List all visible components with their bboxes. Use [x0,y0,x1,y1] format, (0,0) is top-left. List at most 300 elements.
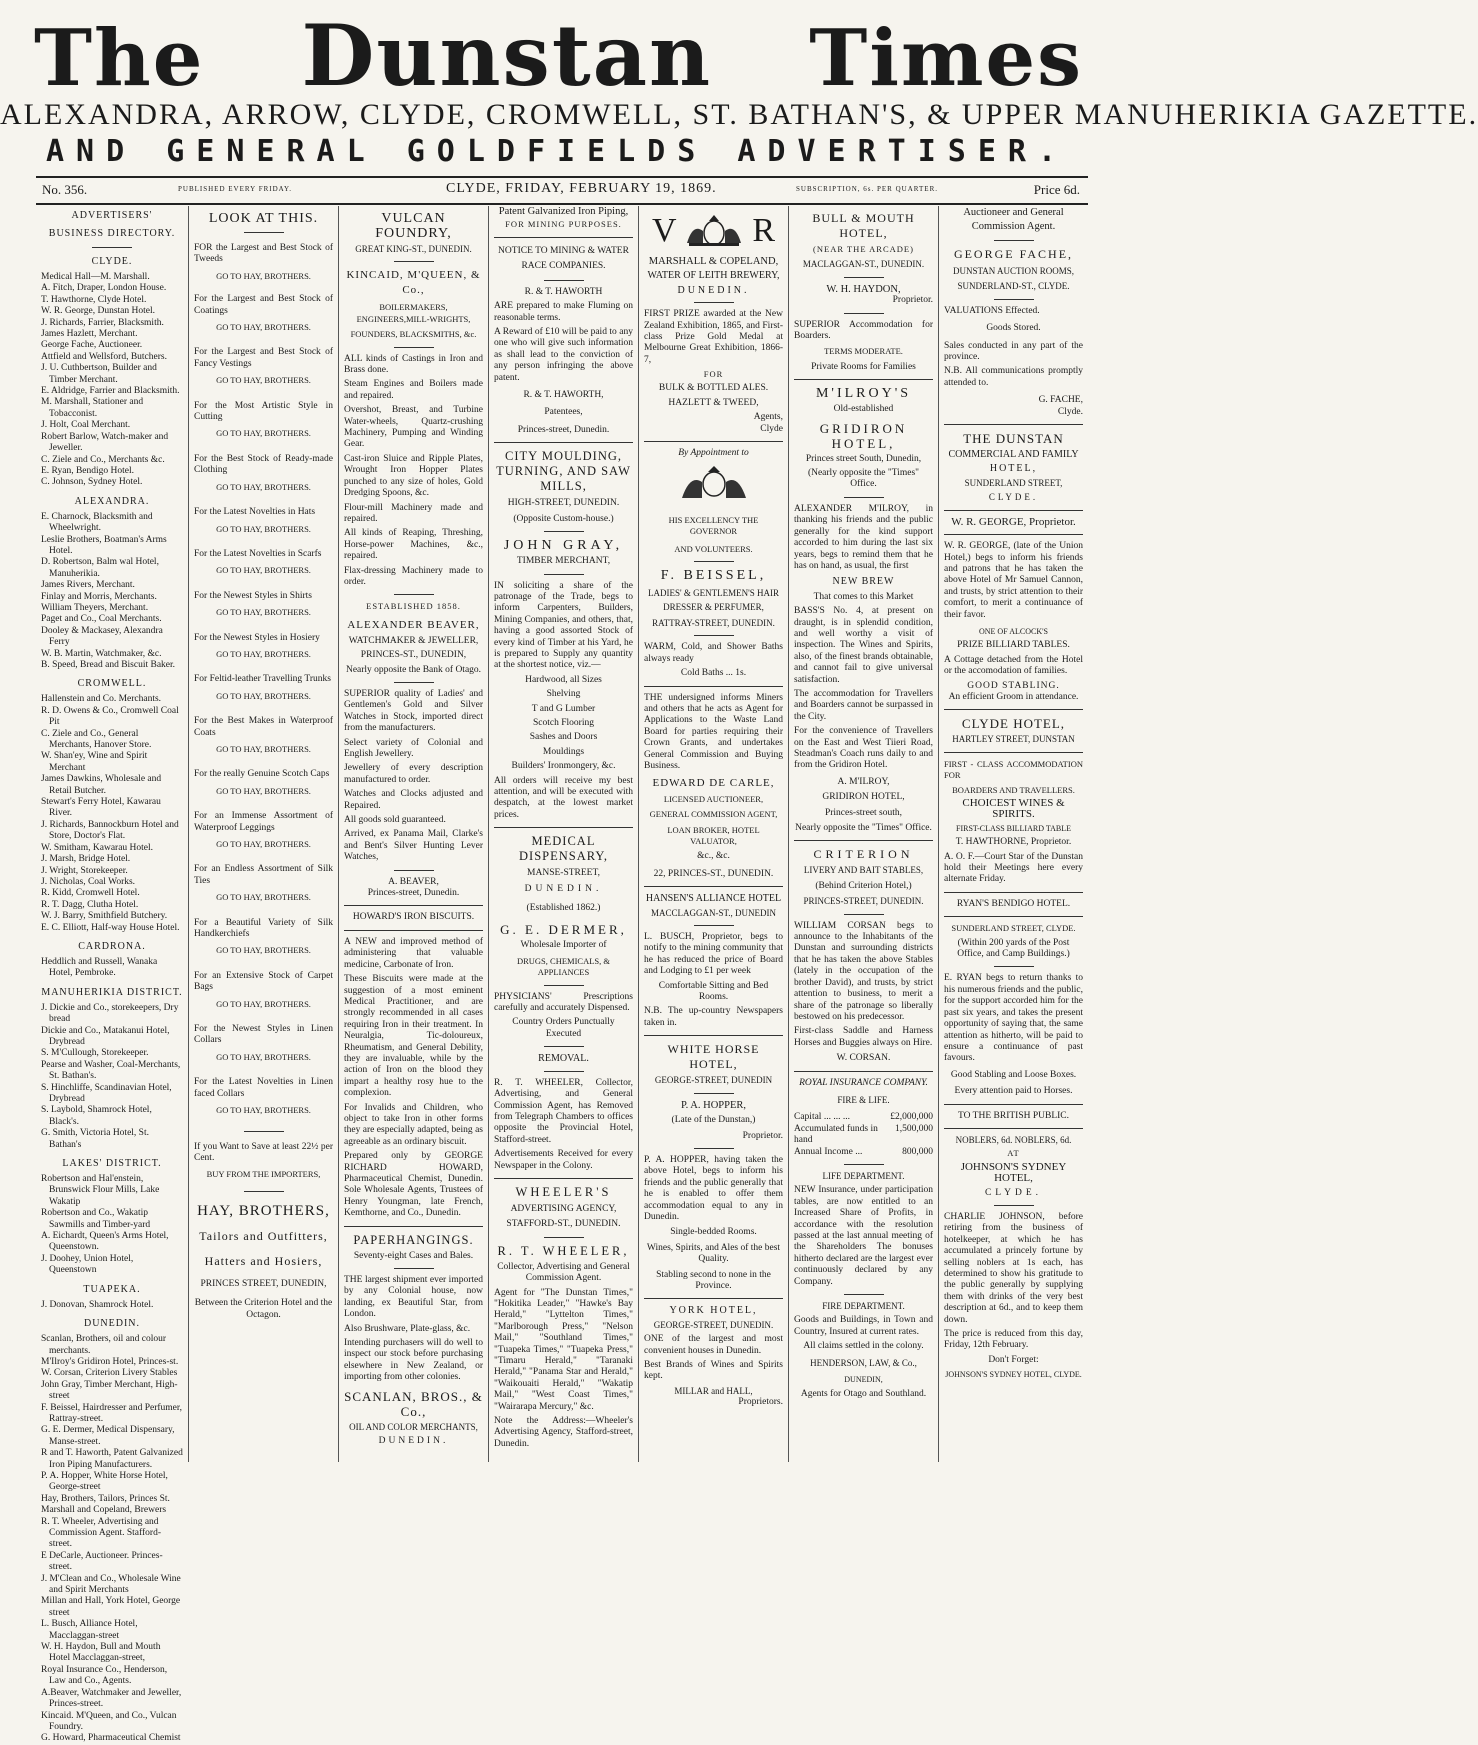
go-to-line: GO TO HAY, BROTHERS. [216,1105,311,1116]
newspaper-title [0,6,1114,105]
rule [644,886,783,887]
divider [244,1191,284,1192]
divider [92,247,132,248]
directory-entry: Robertson and Co., Wakatip Sawmills and Timber-yard [41,1208,151,1230]
fire-department: FIRE DEPARTMENT. [822,1301,905,1312]
comes-to-market: That comes to this Market [813,591,914,602]
go-to-line: GO TO HAY, BROTHERS. [216,523,311,534]
dispensary-street: MANSE-STREET, [527,868,600,879]
haworth-name: R. & T. HAWORTH [524,286,603,297]
divider [694,561,734,562]
directory-entry: J. U. Cuthbertson, Builder and Timber Merchant. [41,363,157,385]
section-alexandra: ALEXANDRA. [74,495,150,507]
masthead [0,0,1478,200]
list-cromwell [41,694,183,934]
first-class-accommodation: FIRST - CLASS ACCOMMODATION FOR [944,758,1083,781]
ad-paragraph: All kinds of Reaping, Threshing, Horse-power Machines, &c., repaired. [344,528,483,562]
directory-entry: E. Charnock, Blacksmith and Wheelwright. [41,511,153,534]
miners-agent-para: THE undersigned informs Miners and others that he acts as Agent for Applications to the Waste Land Board for parties requiring their Crown Grants, and undertakes General Commission and Buying Business. [644,692,783,771]
column-brewery-hotels [638,206,788,1462]
city-moulding-heading: CITY MOULDING, TURNING, AND SAW MILLS, [496,449,631,494]
section-cardrona: CARDRONA. [78,940,146,952]
trade-tailors: Tailors and Outfitters, [199,1228,328,1243]
go-to-line: GO TO HAY, BROTHERS. [216,743,311,754]
haworth-sig-b: Princes-street, Dunedin. [517,424,610,435]
ad-paragraph: Jewellery of every description manufactured to order. [344,763,483,785]
go-to-line: GO TO HAY, BROTHERS. [216,375,311,386]
gridiron-sig-street: Princes-street south, [824,807,903,818]
letter-r: R [752,212,775,249]
physicians-para: PHYSICIANS' Prescriptions carefully and accurately Dispensed. [494,991,633,1014]
rule [344,1226,483,1227]
ad-paragraph: Cast-iron Sluice and Ripple Plates, Wrought Iron Hopper Plates punched to any size of holes, Gold Dredging Spoons, &c. [344,453,483,499]
directory-entry: W. Corsan, Criterion Livery Stables [41,1368,178,1379]
hopper-wines: Wines, Spirits, and Ales of the best Quality. [646,1242,781,1265]
ryans-within: (Within 200 yards of the Post Office, and Camp Buildings.) [957,937,1070,960]
paperhangings-heading: PAPERHANGINGS. [353,1232,474,1247]
list-line: Mouldings [542,746,585,757]
kincaid-trades: BOILERMAKERS, ENGINEERS,MILL-WRIGHTS, [356,302,471,324]
beissel-addr: RATTRAY-STREET, DUNEDIN. [652,617,775,628]
divider [394,261,434,262]
ad-paragraph: Prepared only by GEORGE RICHARD HOWARD, Pharmaceutical Chemist, Dunedin. Sole Wholesale Agents, Trustees of Henry Youngman, late French, Kemthorne, and Co., Dunedin. [344,1151,483,1219]
wheeler-agent-para: Agent for "The Dunstan Times," "Hokitika Leader," "Hawke's Bay Herald," "Lyttelton Times," "Marlborough Press," "Nelson Mail," "Southland Times," "Tuapeka Times," "Tuapeka Press," "Timaru Herald," "Taranaki Herald," "Panama Star and Herald," "Waikouaiti Herald," "Wakatip Mail," "West Coast Times," "Wairarapa Mercury," &c. [494,1287,633,1412]
go-to-line: GO TO HAY, BROTHERS. [216,945,311,956]
directory-entry: Kincaid. M'Queen, and Co., Vulcan Foundry. [41,1710,177,1732]
haworth-sig: R. & T. HAWORTH, [523,390,604,401]
ad-paragraph: THE largest shipment ever imported by any Colonial house, now landing, ex Beautiful Star, from London. [344,1275,483,1320]
rule [344,930,483,931]
directory-entry: B. Speed, Bread and Biscuit Baker. [41,660,176,670]
section-manuherikia: MANUHERIKIA DISTRICT. [41,986,183,998]
coach-para: For the convenience of Travellers on the East and West Tiieri Road, Steadman's Coach runs daily to and from the Gridiron Hotel. [794,726,933,771]
superior-accommodation: SUPERIOR Accommodation for Boarders. [794,319,933,342]
fache-sig: G. FACHE, [1038,395,1083,406]
go-to-line: GO TO HAY, BROTHERS. [216,1051,311,1062]
removal-para: R. T. WHEELER, Collector, Advertising, and General Commission Agent, has Removed from Telegraph Chambers to offices opposite the Provincial Hotel, Stafford-street. [494,1077,633,1145]
millar-hall: MILLAR and HALL, [674,1385,753,1396]
billiard-tables: PRIZE BILLIARD TABLES. [957,640,1070,651]
for-word: FOR [703,369,724,380]
letter-v: V [652,212,677,249]
removal-para-2: Advertisements Received for every Newspaper in the Colony. [494,1149,633,1171]
ad-paragraph: Watches and Clocks adjusted and Repaired. [344,789,483,811]
city-moulding-opp: (Opposite Custom-house.) [513,513,614,524]
dunstan-hotel-word: HOTEL, [989,463,1038,475]
directory-entry: T. Hawthorne, Clyde Hotel. [41,294,147,305]
directory-entry: C. Ziele and Co., General Merchants, Hanover Store. [41,728,152,751]
boarders-travellers: BOARDERS AND TRAVELLERS. [952,784,1075,795]
income-row [794,1147,933,1158]
marshall-heading: MARSHALL & COPELAND, [648,256,779,267]
vulcan-address: GREAT KING-ST., DUNEDIN. [355,244,472,254]
ad-paragraph: ARE prepared to make Fluming on reasonable terms. [494,301,633,323]
mcilroy-sig: A. M'ILROY, [837,776,890,787]
valuations: VALUATIONS Effected. [944,305,1040,316]
directory-entry: J. M'Clean and Co., Wholesale Wine and Spirit Merchants [41,1573,181,1596]
directory-entry: William Theyers, Merchant. [41,602,149,613]
publication-frequency: PUBLISHED EVERY FRIDAY. [178,185,292,193]
henderson-agents: Agents for Otago and Southland. [800,1389,927,1400]
cold-baths-price: Cold Baths ... 1s. [680,668,747,679]
hay-item: For a Beautiful Variety of Silk Handkerchiefs [194,917,333,940]
corsan-sig: W. CORSAN. [836,1053,891,1064]
divider [394,870,434,871]
list-tuapeka [41,1300,183,1311]
goods-stored: Goods Stored. [986,323,1041,334]
directory-entry: Finlay and Morris, Merchants. [41,591,157,602]
rule [794,1071,933,1072]
divider [544,1071,584,1072]
attention-horses: Every attention paid to Horses. [954,1086,1073,1097]
column-business-directory [36,206,188,1744]
mcilroy-para: ALEXANDER M'ILROY, in thanking his friends and the public generally for the kind support accorded to him during the last six years, begs to remind them that he has on hand, as usual, the first [794,503,933,571]
divider [394,594,434,595]
first-prize-para: FIRST PRIZE awarded at the New Zealand Exhibition, 1865, and First-class Prize Gold Medal at Melbourne Great Exhibition, 1866-7, [644,309,783,365]
ad-paragraph: All goods sold guaranteed. [344,815,446,826]
haworth-sig-a: Patentees, [544,407,583,418]
de-carle-etc: &c., &c. [697,851,730,862]
rule [944,510,1083,511]
rule [494,237,633,238]
directory-entry: John Gray, Timber Merchant, High-street [41,1379,178,1402]
divider [244,1131,284,1132]
directory-entry: E DeCarle, Auctioneer. Princes-street. [41,1550,163,1573]
title-word-times: Times [809,13,1084,104]
hay-item: For the Newest Styles in Hosiery [194,632,320,643]
hay-item: For the Newest Styles in Linen Collars [194,1024,333,1046]
hansens-heading: HANSEN'S ALLIANCE HOTEL [645,893,782,905]
directory-entry: D. Robertson, Balm wal Hotel, Manuherikia. [41,557,159,579]
henderson-city: DUNEDIN, [844,1375,883,1385]
busch-para: L. BUSCH, Proprietor, begs to notify to the mining community that he has reduced the price of Board and Lodging to £1 per week [644,932,783,977]
list-line: Builders' Ironmongery, &c. [511,761,616,772]
york-addr: GEORGE-STREET, DUNEDIN. [653,1319,774,1330]
paperhangings-sub: Seventy-eight Cases and Bales. [353,1250,474,1261]
auction-rooms: DUNSTAN AUCTION ROOMS, [952,266,1075,276]
appointment: By Appointment to [678,448,749,459]
rule [794,379,933,380]
hay-item: For the Most Artistic Style in Cutting [194,400,333,423]
list-line: Hardwood, all Sizes [525,674,602,685]
rule [644,686,783,687]
haydon-proprietor: Proprietor. [892,295,933,306]
directory-entry: Medical Hall—M. Marshall. [41,272,150,282]
hay-item: For the Best Makes in Waterproof Coats [194,716,333,738]
directory-entry: J. Dickie and Co., storekeepers, Dry bread [41,1002,179,1025]
directory-entry: M. Marshall, Stationer and Tobacconist. [41,397,144,419]
clyde-label: Clyde [760,423,783,434]
royal-insurance-heading: ROYAL INSURANCE COMPANY. [799,1077,928,1088]
ad-paragraph: Also Brushware, Plate-glass, &c. [344,1323,471,1334]
section-lakes: LAKES' DISTRICT. [62,1158,162,1170]
life-para: NEW Insurance, under participation tables, are now entitled to an Increased Share of Profits, in accordance with the resolution passed at the last annual meeting of the Shareholders The bonuses hitherto declared are the largest ever continuously declared by any Company. [794,1185,933,1287]
divider [994,299,1034,300]
list-line: Sashes and Doors [529,732,598,743]
directory-entry: W. B. Martin, Watchmaker, &c. [41,648,162,659]
directory-entry: L. Busch, Alliance Hotel, Macclaggan-street [41,1619,138,1641]
clyde-hotel-heading: CLYDE HOTEL, [961,716,1066,732]
section-dunedin: DUNEDIN. [83,1318,141,1330]
ad-paragraph: For Invalids and Children, who object to take Iron in other forms they are especially adapted, being as agreeable as an ordinary biscuit. [344,1102,483,1147]
directory-entry: F. Beissel, Hairdresser and Perfumer, Rattray-street. [41,1402,183,1424]
gridiron-opposite: (Nearly opposite the "Times" Office. [807,468,920,490]
directory-entry: W. Shan'ey, Wine and Spirit Merchant [41,751,148,773]
hay-item: For the Best Stock of Ready-made Clothing [194,453,333,476]
directory-entry: Royal Insurance Co., Henderson, Law and Co., Agents. [41,1664,168,1687]
hopper-late: (Late of the Dunstan,) [671,1115,756,1126]
de-carle-licensed: LICENSED AUCTIONEER, [663,793,764,804]
corsan-para: WILLIAM CORSAN begs to announce to the Inhabitants of the Dunstan and surrounding districts that he has taken the above Stables (lately in the occupation of the brother David), and trusts, by strict attention to business, to merit a share of the patronage so liberally bestowed on his predecessor. [794,920,933,1022]
directory-entry: E. Ryan, Bendigo Hotel. [41,465,135,476]
divider [544,531,584,532]
british-public-heading: TO THE BRITISH PUBLIC. [957,1110,1070,1121]
directory-entry: A.Beaver, Watchmaker and Jeweller, Princes-street. [41,1687,182,1710]
johnsons-footer: JOHNSON'S SYDNEY HOTEL, CLYDE. [945,1370,1082,1380]
divider [844,914,884,915]
george-para: W. R. GEORGE, (late of the Union Hotel,) begs to inform his friends and patrons that he has taken the above Hotel of Mr Samuel Cannon, and trusts, by strict attention to their comfort, to merit a continuance of their favor. [944,541,1083,620]
divider [994,1205,1034,1206]
directory-entry: E. Aldridge, Farrier and Blacksmith. [41,386,180,397]
ryans-heading: RYAN'S BENDIGO HOTEL. [956,898,1071,909]
list-clyde [41,272,183,489]
income-label: Annual Income ... [794,1146,863,1157]
hay-item: For the Largest and Best Stock of Fancy Vestings [194,347,333,369]
choicest-wines: CHOICEST WINES & SPIRITS. [962,797,1065,821]
criterion-heading: CRITERION [813,847,914,862]
go-to-line: GO TO HAY, BROTHERS. [216,839,311,849]
dunstan-hotel-heading: THE DUNSTAN [963,431,1064,447]
near-arcade: (NEAR THE ARCADE) [813,244,914,254]
go-to-line: GO TO HAY, BROTHERS. [216,607,311,618]
hay-item: For the really Genuine Scotch Caps [194,769,330,780]
royal-arms-icon [674,466,754,500]
directory-entry: James Dawkins, Wholesale and Retail Butcher. [41,774,162,796]
divider [694,635,734,636]
ad-paragraph: Flour-mill Machinery made and repaired. [344,502,483,524]
directory-entry: W. H. Haydon, Bull and Mouth Hotel Macclaggan-street, [41,1642,161,1664]
iron-biscuits-heading: HOWARD'S IRON BISCUITS. [352,912,475,923]
column-clyde-hotels [938,206,1088,1462]
divider [544,280,584,281]
list-cardrona [41,957,183,980]
divider [844,313,884,314]
fache-nb: N.B. All communications promptly attended to. [944,366,1083,388]
directory-entry: J. Doohey, Union Hotel, Queenstown [41,1253,134,1276]
column-hay-brothers [188,206,338,1462]
gridiron-sig-opp: Nearly opposite the "Times" Office. [795,823,932,834]
directory-entry: S. M'Cullough, Storekeeper. [41,1048,149,1059]
bull-mouth-heading: BULL & MOUTH HOTEL, [812,211,915,240]
new-brew: NEW BREW [832,576,895,588]
directory-entry: Paget and Co., Coal Merchants. [41,614,162,625]
directory-entry: R and T. Haworth, Patent Galvanized Iron Piping Manufacturers. [41,1448,183,1470]
bass-para: BASS'S No. 4, at present on draught, is in splendid condition, and well worthy a visit of inspection. The Wines and Spirits, also, of the finest brands obtainable, and cannot fail to give universal satisfaction. [794,606,933,685]
rule [944,424,1083,425]
directory-entry: W. R. George, Dunstan Hotel. [41,306,155,317]
mcilroys-heading: M'ILROY'S [815,386,912,402]
directory-entry: R. Kidd, Cromwell Hotel. [41,888,140,899]
ad-paragraph: ALL kinds of Castings in Iron and Brass done. [344,353,483,376]
rule [494,827,633,828]
york-brands: Best Brands of Wines and Spirits kept. [644,1360,783,1382]
directory-entry: Scanlan, Brothers, oil and colour merchants. [41,1334,167,1356]
volunteers-line: AND VOLUNTEERS. [674,543,753,554]
removal-heading: REMOVAL. [538,1053,589,1065]
directory-entry: W. Smitham, Kawarau Hotel. [41,842,154,853]
established-1858: ESTABLISHED 1858. [366,601,461,612]
hay-address: PRINCES STREET, DUNEDIN, [200,1278,327,1289]
list-manuherikia [41,1003,183,1151]
issue-date: CLYDE, FRIDAY, FEBRUARY 19, 1869. [446,181,717,196]
issue-price: Price 6d. [1033,182,1080,197]
directory-entry: Stewart's Ferry Hotel, Kawarau River. [41,797,161,819]
old-established: Old-established [833,404,894,415]
ad-paragraph: A Reward of £10 will be paid to any one who will give such information as shall lead to the conviction of any person infringing the above patent. [494,327,633,383]
accumulated-label: Accumulated funds in hand [794,1123,878,1146]
directory-entry: J. Nicholas, Coal Works. [41,876,136,887]
rule [944,709,1083,710]
dispensary-city: DUNEDIN. [524,883,603,894]
divider [394,682,434,683]
busch-nb: N.B. The up-country Newspapers taken in. [644,1006,783,1028]
accumulated-row [794,1124,933,1147]
directory-entry: Millan and Hall, York Hotel, George street [41,1596,181,1618]
johnson-para: CHARLIE JOHNSON, before retiring from the business of hotelkeeper, at which he has accumulated a princely fortune by selling noblers at 1s each, has determined to show his gratitude to the public generally by supplying them with drinks of the very best description at 6d., and to keep them down. [944,1211,1083,1325]
rule [944,916,1083,917]
wheelers-agency: ADVERTISING AGENCY, [510,1203,617,1214]
billiard-table: FIRST-CLASS BILLIARD TABLE [956,823,1071,833]
beaver-trade: WATCHMAKER & JEWELLER, [348,635,479,646]
wheeler-trade: Collector, Advertising and General Commission Agent. [497,1261,630,1284]
beaver-heading: ALEXANDER BEAVER, [347,618,480,631]
directory-entry: J. Marsh, Bridge Hotel. [41,854,131,865]
title-word-the: The [34,13,205,104]
column-vulcan-foundry [338,206,488,1462]
directory-entry: Robert Barlow, Watch-maker and Jeweller. [41,431,169,454]
biscuits-paras [344,937,483,1220]
paperhangings-paras [344,1275,483,1384]
dermer-heading: G. E. DERMER, [500,922,627,938]
columns-area [36,206,1088,1744]
rule [944,1104,1083,1105]
york-para: ONE of the largest and most convenient houses in Dunedin. [644,1334,783,1356]
directory-entry: James Rivers, Merchant. [41,580,135,591]
buy-line: BUY FROM THE IMPORTERS, [206,1169,321,1180]
corsan-horses: First-class Saddle and Harness Horses and Buggies always on Hire. [794,1026,933,1048]
country-orders: Country Orders Punctually Executed [512,1017,615,1039]
rule [644,1035,783,1036]
directory-entry: J. Richards, Farrier, Blacksmith. [41,317,164,328]
brewery-name: WATER OF LEITH BREWERY, [647,270,780,282]
dermer-drugs: DRUGS, CHEMICALS, & APPLIANCES [516,955,611,978]
ad-paragraph: SUPERIOR quality of Ladies' and Gentlemen's Gold and Silver Watches in Stock, imported direct from the manufacturers. [344,688,483,734]
brewery-city: DUNEDIN. [677,284,750,296]
piping-sub: FOR MINING PURPOSES. [505,219,622,230]
wheelers-addr: STAFFORD-ST., DUNEDIN. [506,1219,621,1230]
divider [394,347,434,348]
column-haworth-gray [488,206,638,1462]
bull-mouth-addr: MACLAGGAN-ST., DUNEDIN. [802,259,925,270]
beaver-signature: A. BEAVER, [388,876,439,887]
divider [694,925,734,926]
divider [694,302,734,303]
crest-governor [644,466,783,509]
directory-entry: G. Howard, Pharmaceutical Chemist [41,1733,181,1744]
divider [394,1268,434,1269]
fire-life: FIRE & LIFE. [837,1094,890,1105]
divider [844,497,884,498]
wheeler-address: Note the Address:—Wheeler's Advertising Agency, Stafford-street, Dunedin. [494,1416,633,1449]
dunstan-hotel-clyde: CLYDE. [988,492,1039,503]
directory-entry: Marshall and Copeland, Brewers [41,1505,167,1516]
go-to-line: GO TO HAY, BROTHERS. [216,565,311,576]
hopper-proprietor: Proprietor. [742,1130,783,1141]
divider [544,1237,584,1238]
list-line: T and G Lumber [531,703,596,714]
divider [544,574,584,575]
hawthorne-proprietor: T. HAWTHORNE, Proprietor. [955,837,1072,848]
hansens-addr: MACCLAGGAN-ST., DUNEDIN [650,907,777,918]
hay-item: For an Endless Assortment of Silk Ties [194,864,333,886]
baths-para: WARM, Cold, and Shower Baths always ready [644,642,783,664]
beaver-paras [344,689,483,864]
directory-entry: R. D. Owens & Co., Cromwell Coal Pit [41,705,179,728]
life-department: LIFE DEPARTMENT. [822,1170,905,1181]
go-to-line: GO TO HAY, BROTHERS. [216,322,311,333]
directory-entry: James Hazlett, Merchant. [41,329,138,340]
ad-paragraph: A NEW and improved method of administering that valuable medicine, Carbonate of Iron. [344,936,483,970]
criterion-behind: (Behind Criterion Hotel,) [815,880,912,891]
criterion-stables: LIVERY AND BAIT STABLES, [803,865,924,876]
hay-item: For the Largest and Best Stock of Coatings [194,294,333,316]
york-heading: YORK HOTEL, [669,1305,758,1317]
beissel-trade: LADIES' & GENTLEMEN'S HAIR DRESSER & PERFUMER, [648,587,779,612]
groom: An efficient Groom in attendance. [948,691,1079,702]
dispensary-est: (Established 1862.) [526,903,601,914]
hopper-para: P. A. HOPPER, having taken the above Hotel, begs to inform his friends and the public generally that he is enabled to offer them accommodation equal to any in Dunedin. [644,1154,783,1222]
go-to-line: GO TO HAY, BROTHERS. [216,892,311,903]
subscription-rate: SUBSCRIPTION, 6s. PER QUARTER. [796,185,938,193]
list-dunedin [41,1334,183,1745]
issue-number: No. 356. [42,182,88,197]
directory-entry: Robertson and Hal'enstein, Brunswick Flour Mills, Lake Wakatip [41,1174,160,1207]
directory-entry: Dooley & Mackasey, Alexandra Ferry [41,625,163,648]
capital-value: £2,000,000 [890,1112,933,1123]
hay-item: For the Latest Novelties in Linen faced Collars [194,1077,333,1099]
john-gray-heading: JOHN GRAY, [503,538,624,554]
directory-entry: C. Ziele and Co., Merchants &c. [41,454,165,465]
beaver-opposite: Nearly opposite the Bank of Otago. [345,664,482,675]
directory-heading-2: BUSINESS DIRECTORY. [48,228,176,239]
divider [244,232,284,233]
go-to-line: GO TO HAY, BROTHERS. [216,998,311,1009]
scanlan-heading: SCANLAN, BROS., & Co., [344,1388,483,1419]
rule [944,1128,1083,1129]
ad-heading-look: LOOK AT THIS. [208,211,319,226]
dont-forget: Don't Forget: [988,1354,1039,1365]
column-gridiron-insurance [788,206,938,1462]
trade-hatters: Hatters and Hosiers, [204,1253,323,1268]
directory-entry: Leslie Brothers, Boatman's Arms Hotel. [41,534,167,556]
divider [844,277,884,278]
gridiron-sig: GRIDIRON HOTEL, [822,792,905,803]
scanlan-trade: OIL AND COLOR MERCHANTS, [349,1421,478,1432]
fache-heading: GEORGE FACHE, [953,247,1074,261]
divider [994,966,1034,967]
income-value: 800,000 [902,1146,933,1157]
alcocks: ONE OF ALCOCK'S [978,626,1048,636]
